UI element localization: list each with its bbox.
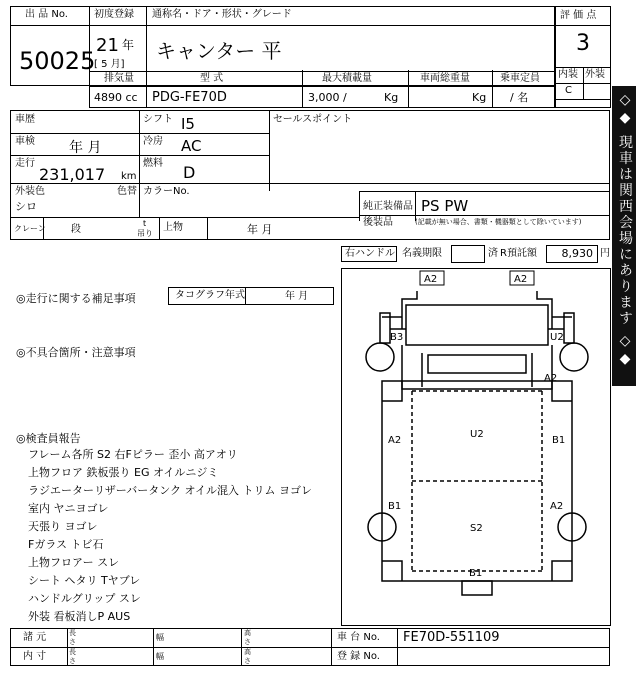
shift-label: シフト (143, 114, 173, 125)
mileage: 231,017 (39, 165, 106, 184)
tachograph-label: タコグラフ年式 (175, 290, 245, 301)
inspector-line: 天張り ヨゴレ (28, 520, 98, 533)
deposit-unit: 円 (600, 248, 610, 259)
diag-s2-center: S2 (470, 523, 483, 534)
tachograph-date: 年 月 (285, 291, 309, 302)
lot-number-box (10, 6, 96, 86)
diag-u2-cab: U2 (550, 332, 564, 343)
crane-tons: t (143, 219, 147, 228)
footer-table (10, 628, 610, 666)
gross-weight-label: 車両総重量 (420, 73, 470, 84)
color-no-label: 色替 (117, 186, 137, 197)
model-label: 通称名・ドア・形状・グレード (152, 9, 292, 20)
displacement: 4890 cc (94, 91, 138, 104)
inspector-line: フレーム各所 S2 右Fピラー 歪小 高アオリ (28, 448, 238, 461)
chassis-number: FE70D-551109 (403, 630, 500, 645)
diag-a2-right-low: A2 (550, 501, 564, 512)
footer-specs-height: 高さ (244, 629, 251, 646)
chassis-label: 車 台 No. (337, 632, 380, 643)
max-load-unit: Kg (384, 91, 399, 104)
footer-inner-label: 内 寸 (23, 651, 47, 662)
grade-label: 評 価 点 (560, 10, 597, 21)
fuel: D (183, 163, 196, 182)
capacity-label: 乗車定員 (500, 73, 540, 84)
reg-no-label: 登 録 No. (337, 651, 380, 662)
specs-row (89, 70, 555, 108)
diag-b1-bottom: B1 (469, 568, 483, 579)
car-name: キャンター 平 (156, 39, 282, 63)
driving-title: ◎走行に関する補足事項 (16, 292, 136, 305)
footer-specs-label: 諸 元 (23, 632, 47, 643)
inspector-line: ラジエーターリザーバータンク オイル混入 トリム ヨゴレ (28, 484, 312, 497)
inspector-line: 室内 ヤニヨゴレ (28, 502, 109, 515)
grade-box-bottom (555, 92, 611, 108)
reg-month: [ 5 月] (94, 59, 125, 70)
inspector-lines (28, 448, 312, 628)
inspector-line: 上物フロア 鉄板張り EG オイルニジミ (28, 466, 219, 479)
inspector-line: Fガラス トビ石 (28, 538, 104, 551)
grade-value: 3 (576, 31, 590, 56)
diag-b1-left-low: B1 (388, 501, 402, 512)
upper-label: 上物 (163, 222, 183, 233)
diag-a2-top-right: A2 (514, 274, 528, 285)
inspector-line: シート ヘタリ Tヤブレ (28, 574, 141, 587)
fuel-label: 燃料 (143, 158, 163, 169)
footer-inner-width: 幅 (156, 652, 164, 661)
color: シロ (15, 200, 37, 213)
inspector-title: ◎検査員報告 (16, 432, 81, 445)
model-code: PDG-FE70D (152, 90, 227, 105)
aircon: AC (181, 137, 202, 155)
name-change-label: 名義期限 (402, 248, 442, 259)
color-code-label: カラーNo. (143, 186, 190, 197)
inspector-line: 上物フロアー スレ (28, 556, 120, 569)
inspection: 年 月 (69, 140, 102, 156)
details-grid (10, 110, 610, 240)
gross-weight-unit: Kg (472, 91, 487, 104)
equipment-label: 純正装備品 (363, 201, 413, 212)
rhd-label: 右ハンドル (345, 248, 395, 259)
footer-specs-length: 長さ (69, 629, 76, 646)
crane-label: クレーン (14, 224, 46, 233)
truck-diagram-svg (342, 269, 610, 625)
diag-u2-center: U2 (470, 429, 484, 440)
defects-title: ◎不具合箇所・注意事項 (16, 346, 136, 359)
capacity: / 名 (510, 91, 529, 104)
rhd-flag (341, 246, 397, 262)
aftermarket-note: (記載が無い場合、書類・機器類として除いています) (415, 218, 582, 226)
location-banner (612, 86, 636, 386)
reg-year: 21 (96, 35, 119, 56)
footer-specs-width: 幅 (156, 633, 164, 642)
grade-box (555, 6, 611, 100)
max-load-label: 最大積載量 (322, 73, 372, 84)
crane-steps: 段 (71, 224, 81, 235)
diag-a2-right-upper: A2 (544, 373, 558, 384)
diag-a2-left-mid: A2 (388, 435, 402, 446)
damage-diagram (341, 268, 611, 626)
history-label: 車歴 (15, 114, 35, 125)
lot-number: 50025 (19, 47, 96, 75)
max-load: 3,000 / (308, 91, 347, 104)
diag-b3: B3 (390, 332, 404, 343)
model-code-label: 型 式 (200, 73, 224, 84)
deposit-box (546, 245, 598, 263)
footer-inner-length: 長さ (69, 648, 76, 665)
inspection-label: 車検 (15, 136, 35, 147)
tachograph-box (168, 287, 334, 305)
mileage-unit: km (121, 171, 137, 182)
shift: I5 (181, 115, 195, 133)
reg-year-unit: 年 (122, 38, 135, 52)
deposit-label: R預託額 (500, 248, 537, 259)
inspector-line: ハンドルグリップ スレ (28, 592, 141, 605)
interior-label: 内装 (558, 69, 578, 80)
location-text: ◇◆ 現車は関西会場にあります ◇◆ (617, 92, 633, 369)
diag-b1-right-mid: B1 (552, 435, 566, 446)
equipment: PS PW (421, 197, 469, 215)
aircon-label: 冷房 (143, 136, 163, 147)
crane-suspend: 吊り (137, 229, 153, 238)
footer-inner-height: 高さ (244, 648, 251, 665)
upper-date: 年 月 (247, 223, 273, 236)
lot-label: 出 品 No. (25, 9, 68, 20)
interior-grade: C (565, 85, 572, 96)
name-change-box (451, 245, 485, 263)
color-label: 外装色 (15, 186, 45, 197)
mileage-label: 走行 (15, 158, 35, 169)
diag-a2-top-left: A2 (424, 274, 438, 285)
exterior-label: 外装 (585, 69, 605, 80)
aftermarket-label: 後装品 (363, 217, 393, 228)
displacement-label: 排気量 (104, 73, 134, 84)
check-mark: 済 (488, 248, 498, 259)
inspector-line: 外装 看板消しP AUS (28, 610, 131, 623)
sales-point-label: セールスポイント (273, 114, 353, 125)
deposit-amount: 8,930 (561, 247, 593, 260)
first-reg-label: 初度登録 (94, 9, 134, 20)
